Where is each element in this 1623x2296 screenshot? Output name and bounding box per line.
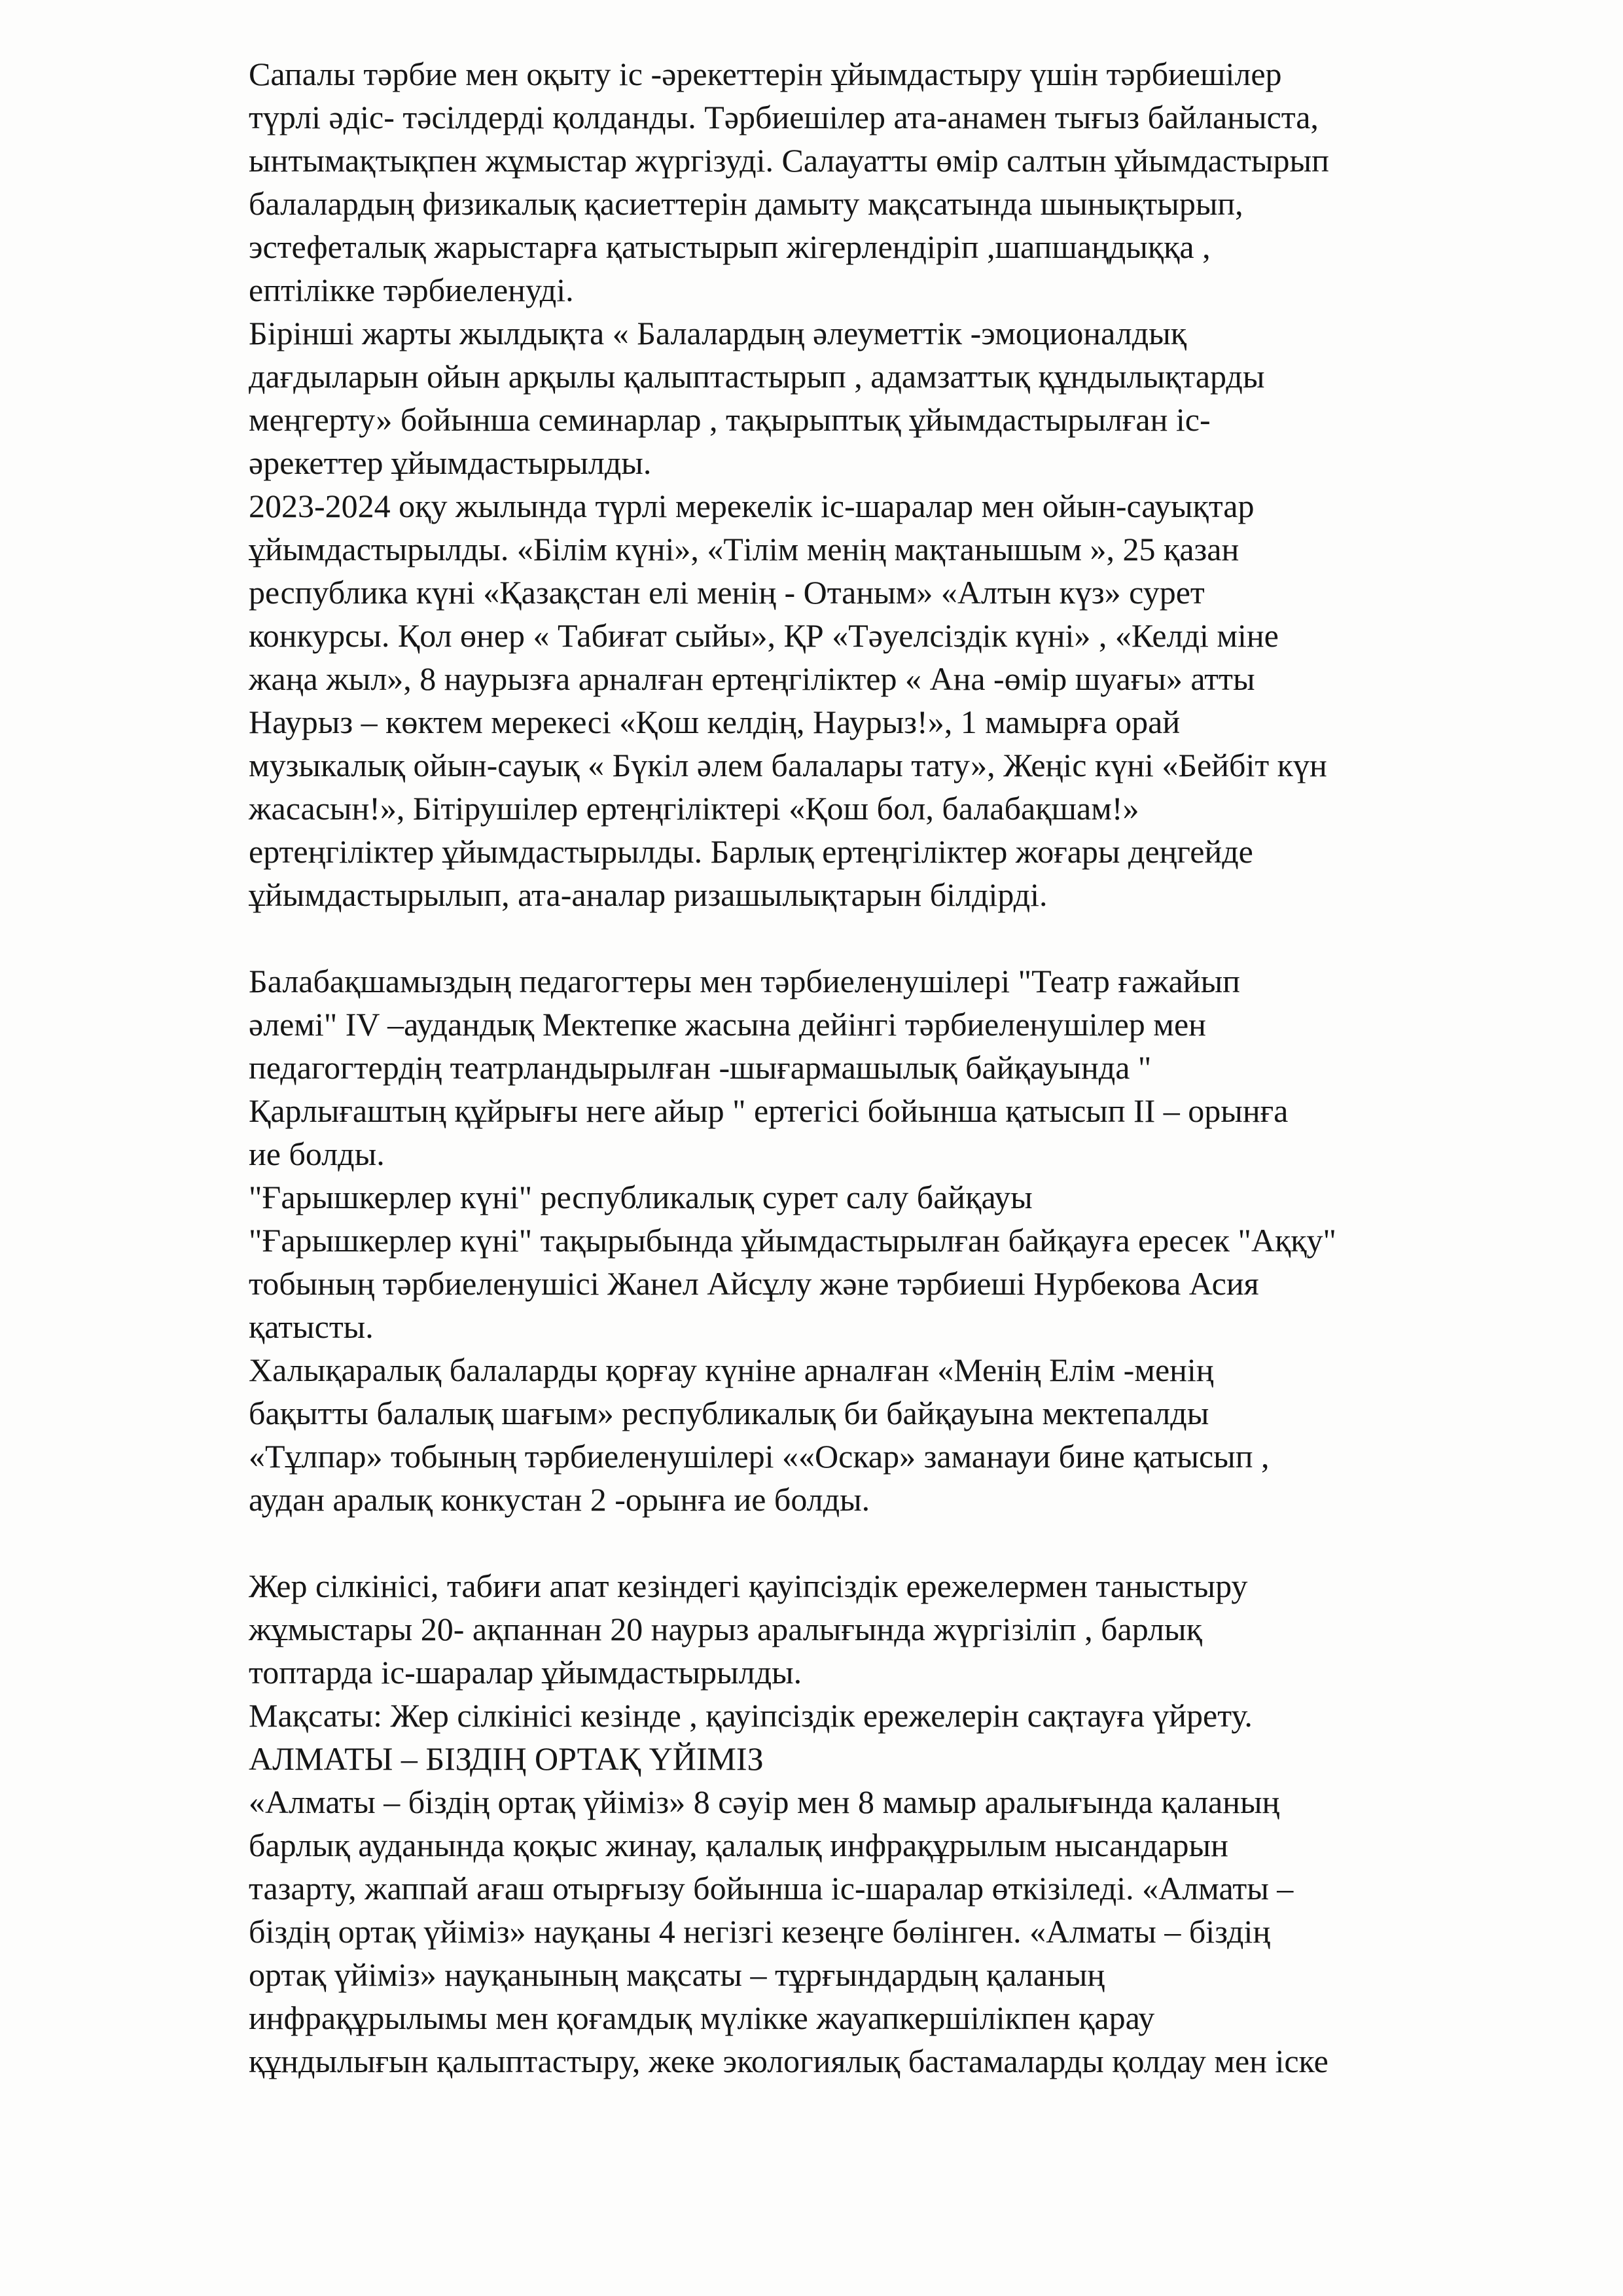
text-line: "Ғарышкерлер күні" республикалық сурет салу байқауы (249, 1179, 1033, 1215)
text-line: ертеңгіліктер ұйымдастырылды. Барлық ертеңгіліктер жоғары деңгейде (249, 833, 1253, 870)
text-line: тазарту, жаппай ағаш отырғызу бойынша іс-шаралар өткізіледі. «Алматы – (249, 1870, 1294, 1907)
paragraph-gap (249, 1521, 1558, 1564)
text-line: музыкалық ойын-сауық « Бүкіл әлем балалары тату», Жеңіс күні «Бейбіт күн (249, 747, 1327, 783)
text-line: республика күні «Қазақстан елі менің - Отаным» «Алтын күз» сурет (249, 574, 1205, 611)
text-line: ортақ үйіміз» науқанының мақсаты – тұрғындардың қаланың (249, 1956, 1105, 1993)
text-line: "Ғарышкерлер күні" тақырыбында ұйымдастырылған байқауға ересек "Аққу" (249, 1222, 1336, 1259)
text-line: АЛМАТЫ – БІЗДІҢ ОРТАҚ ҮЙІМІЗ (249, 1740, 764, 1777)
text-line: топтарда іс-шаралар ұйымдастырылды. (249, 1654, 802, 1691)
text-line: «Тұлпар» тобының тәрбиеленушілері ««Оскар» заманауи бине қатысып , (249, 1438, 1270, 1475)
text-line: 2023-2024 оқу жылында түрлі мерекелік іс-шаралар мен ойын-сауықтар (249, 488, 1255, 524)
text-line: Балабақшамыздың педагогтеры мен тәрбиеленушілері "Театр ғажайып (249, 963, 1240, 999)
text-line: ынтымақтықпен жұмыстар жүргізуді. Салауатты өмір салтын ұйымдастырып (249, 142, 1329, 179)
text-line: «Алматы – біздің ортақ үйіміз» 8 сәуір мен 8 мамыр аралығында қаланың (249, 1784, 1280, 1820)
text-line: құндылығын қалыптастыру, жеке экологиялық бастамаларды қолдау мен іске (249, 2043, 1329, 2079)
text-line: дағдыларын ойын арқылы қалыптастырып , адамзаттық құндылықтарды (249, 358, 1265, 395)
text-line: қатысты. (249, 1308, 374, 1345)
text-line: жаңа жыл», 8 наурызға арналған ертеңгіліктер « Ана -өмір шуағы» атты (249, 660, 1255, 697)
text-line: жұмыстары 20- ақпаннан 20 наурыз аралығында жүргізіліп , барлық (249, 1611, 1202, 1647)
text-line: бақытты балалық шағым» республикалық би байқауына мектепалды (249, 1395, 1209, 1431)
text-line: Қарлығаштың құйрығы неге айыр " ертегісі бойынша қатысып II – орынға (249, 1092, 1289, 1129)
text-line: Мақсаты: Жер сілкінісі кезінде , қауіпсіздік ережелерін сақтауға үйрету. (249, 1697, 1253, 1734)
text-line: жасасын!», Бітірушілер ертеңгіліктері «Қош бол, балабақшам!» (249, 790, 1139, 827)
text-line: Жер сілкінісі, табиғи апат кезіндегі қауіпсіздік ережелермен таныстыру (249, 1568, 1248, 1604)
text-line: инфрақұрылымы мен қоғамдық мүлікке жауапкершілікпен қарау (249, 2000, 1155, 2036)
text-line: ұйымдастырылды. «Білім күні», «Тілім менің мақтанышым », 25 қазан (249, 531, 1240, 567)
document-body (249, 52, 1558, 2083)
text-line: ептілікке тәрбиеленуді. (249, 272, 574, 308)
text-line: Халықаралық балаларды қорғау күніне арналған «Менің Елім -менің (249, 1352, 1214, 1388)
text-line: әлемі" IV –аудандық Мектепке жасына дейінгі тәрбиеленушілер мен (249, 1006, 1206, 1043)
text-line: конкурсы. Қол өнер « Табиғат сыйы», ҚР «Тәуелсіздік күні» , «Келді міне (249, 617, 1279, 654)
text-line: әрекеттер ұйымдастырылды. (249, 444, 652, 481)
text-line: Бірінші жарты жылдықта « Балалардың әлеуметтік -эмоционалдық (249, 315, 1187, 351)
text-line: біздің ортақ үйіміз» науқаны 4 негізгі кезеңге бөлінген. «Алматы – біздің (249, 1913, 1271, 1950)
text-line: ие болды. (249, 1136, 385, 1172)
text-line: түрлі әдіс- тәсілдерді қолданды. Тәрбиешілер ата-анамен тығыз байланыста, (249, 99, 1319, 135)
text-line: тобының тәрбиеленушісі Жанел Айсұлу және тәрбиеші Нурбекова Асия (249, 1265, 1259, 1302)
text-line: барлық ауданында қоқыс жинау, қалалық инфрақұрылым нысандарын (249, 1827, 1228, 1863)
text-line: аудан аралық конкустан 2 -орынға ие болды. (249, 1481, 870, 1518)
text-line: Сапалы тәрбие мен оқыту іс -әрекеттерін ұйымдастыру үшін тәрбиешілер (249, 56, 1282, 92)
text-line: эстефеталық жарыстарға қатыстырып жігерлендіріп ,шапшаңдыққа , (249, 228, 1211, 265)
text-line: балалардың физикалық қасиеттерін дамыту мақсатында шынықтырып, (249, 185, 1243, 222)
text-line: педагогтердің театрландырылған -шығармашылық байқауында " (249, 1049, 1152, 1086)
paragraph-gap (249, 916, 1558, 960)
text-line: меңгерту» бойынша семинарлар , тақырыптық ұйымдастырылған іс- (249, 401, 1211, 438)
text-line: Наурыз – көктем мерекесі «Қош келдің, Наурыз!», 1 мамырға орай (249, 704, 1181, 740)
text-line: ұйымдастырылып, ата-аналар ризашылықтарын білдірді. (249, 876, 1048, 913)
